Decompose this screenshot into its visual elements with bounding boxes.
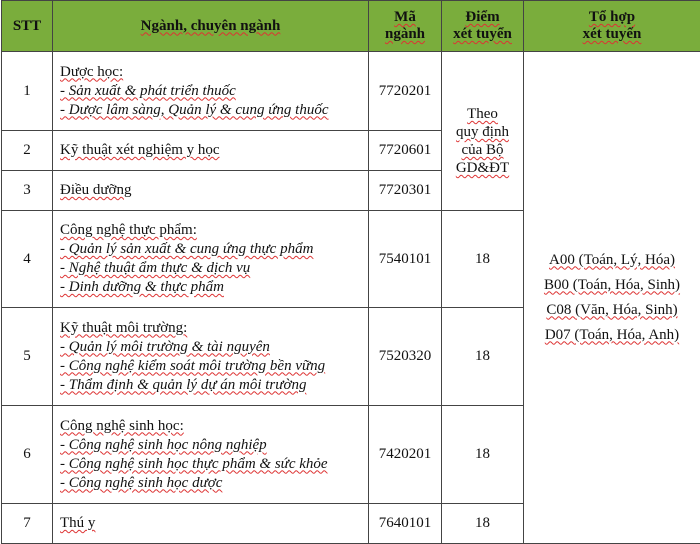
specialization: - Công nghệ sinh học dược — [60, 474, 223, 491]
stt-cell: 7 — [2, 504, 53, 544]
code-cell: 7420201 — [369, 406, 442, 504]
header-stt: STT — [2, 1, 53, 52]
major-title: Kỹ thuật xét nghiệm y học — [60, 142, 220, 158]
specialization: - Dược lâm sàng, Quản lý & cung ứng thuốc — [60, 101, 329, 118]
score-merged-cell: Theo quy định của Bộ GD&ĐT — [442, 52, 524, 211]
stt-cell: 1 — [2, 52, 53, 131]
code-cell: 7640101 — [369, 504, 442, 544]
score-cell: 18 — [442, 308, 524, 406]
combos-cell — [524, 52, 700, 544]
stt-cell: 2 — [2, 131, 53, 171]
specialization: - Dinh dưỡng & thực phẩm — [60, 279, 224, 295]
combo-item: D07 (Toán, Hóa, Anh) — [544, 326, 680, 343]
specialization: - Công nghệ kiểm soát môi trường bền vững — [60, 357, 326, 374]
score-cell: 18 — [442, 504, 524, 544]
major-cell — [53, 171, 369, 211]
score-cell: 18 — [442, 211, 524, 308]
major-title: Kỹ thuật môi trường: — [60, 319, 188, 336]
header-row — [2, 1, 700, 52]
stt-cell: 4 — [2, 211, 53, 308]
specialization: - Thẩm định & quản lý dự án môi trường — [60, 376, 307, 393]
major-title: Dược học: — [60, 63, 124, 80]
specialization: - Công nghệ sinh học thực phẩm & sức khỏe — [60, 455, 328, 472]
table-row — [2, 52, 700, 131]
combo-item: C08 (Văn, Hóa, Sinh) — [546, 301, 678, 318]
major-cell — [53, 308, 369, 406]
header-nganh: Ngành, chuyên ngành — [53, 1, 369, 52]
score-cell: 18 — [442, 406, 524, 504]
combo-item: A00 (Toán, Lý, Hóa) — [549, 251, 675, 268]
major-title: Điều dưỡng — [60, 182, 132, 198]
stt-cell: 6 — [2, 406, 53, 504]
specialization: - Sản xuất & phát triển thuốc — [60, 82, 236, 99]
major-cell — [53, 131, 369, 171]
code-cell: 7720301 — [369, 171, 442, 211]
code-cell: 7540101 — [369, 211, 442, 308]
stt-cell: 5 — [2, 308, 53, 406]
admission-table — [1, 0, 700, 544]
code-cell: 7720601 — [369, 131, 442, 171]
specialization: - Công nghệ sinh học nông nghiệp — [60, 436, 267, 453]
header-ma-nganh: Mã ngành — [369, 1, 442, 52]
major-cell — [53, 211, 369, 308]
header-tohop: Tổ hợp xét tuyển — [524, 1, 700, 52]
code-cell: 7720201 — [369, 52, 442, 131]
combo-item: B00 (Toán, Hóa, Sinh) — [543, 276, 681, 293]
major-cell — [53, 52, 369, 131]
major-title: Công nghệ thực phẩm: — [60, 222, 197, 238]
major-cell — [53, 406, 369, 504]
specialization: - Nghệ thuật ẩm thực & dịch vụ — [60, 260, 251, 276]
header-diem: Điểm xét tuyển — [442, 1, 524, 52]
major-title: Thú y — [60, 515, 96, 531]
major-title: Công nghệ sinh học: — [60, 417, 184, 434]
specialization: - Quản lý sản xuất & cung ứng thực phẩm — [60, 241, 314, 257]
code-cell: 7520320 — [369, 308, 442, 406]
stt-cell: 3 — [2, 171, 53, 211]
major-cell — [53, 504, 369, 544]
specialization: - Quản lý môi trường & tài nguyên — [60, 338, 270, 355]
